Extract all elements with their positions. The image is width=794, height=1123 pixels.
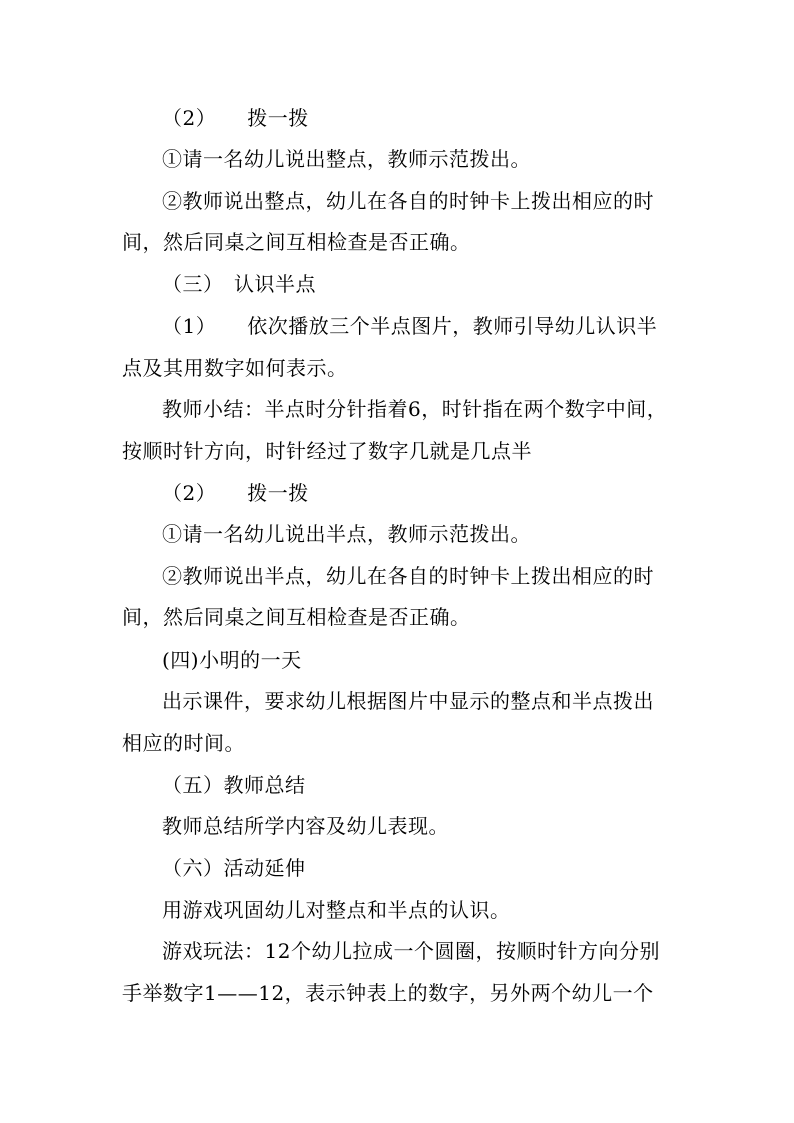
section-heading-activity-extension: （六）活动延伸	[162, 856, 306, 880]
paragraph-line: 间，然后同桌之间互相检查是否正确。	[122, 605, 471, 629]
paragraph-line: 游戏玩法：12个幼儿拉成一个圆圈，按顺时针方向分别	[162, 939, 660, 963]
paragraph-line: ①请一名幼儿说出整点，教师示范拨出。	[162, 147, 531, 171]
paragraph-line: 用游戏巩固幼儿对整点和半点的认识。	[162, 898, 511, 922]
paragraph-line: ②教师说出半点，幼儿在各自的时钟卡上拨出相应的时	[162, 564, 654, 588]
subsection-heading-turn-dial: （2） 拨一拨	[162, 481, 309, 505]
paragraph-line: 点及其用数字如何表示。	[122, 356, 348, 380]
paragraph-line: （1） 依次播放三个半点图片，教师引导幼儿认识半	[162, 314, 658, 338]
paragraph-line: 教师总结所学内容及幼儿表现。	[162, 814, 449, 838]
section-heading-half-hour: （三） 认识半点	[162, 272, 316, 296]
section-heading-teacher-summary: （五）教师总结	[162, 773, 306, 797]
paragraph-line: 相应的时间。	[122, 731, 245, 755]
paragraph-line: ①请一名幼儿说出半点，教师示范拨出。	[162, 522, 531, 546]
paragraph-line: 出示课件，要求幼儿根据图片中显示的整点和半点拨出	[162, 689, 654, 713]
paragraph-line: 按顺时针方向，时针经过了数字几就是几点半	[122, 439, 532, 463]
paragraph-line: 教师小结：半点时分针指着6，时针指在两个数字中间，	[162, 397, 668, 421]
paragraph-line: ②教师说出整点，幼儿在各自的时钟卡上拨出相应的时	[162, 189, 654, 213]
paragraph-line: 手举数字1——12，表示钟表上的数字，另外两个幼儿一个	[122, 981, 654, 1005]
section-heading-xiaoming-day: (四)小明的一天	[162, 648, 302, 672]
paragraph-line: 间，然后同桌之间互相检查是否正确。	[122, 230, 471, 254]
subsection-heading-turn-dial: （2） 拨一拨	[162, 106, 309, 130]
